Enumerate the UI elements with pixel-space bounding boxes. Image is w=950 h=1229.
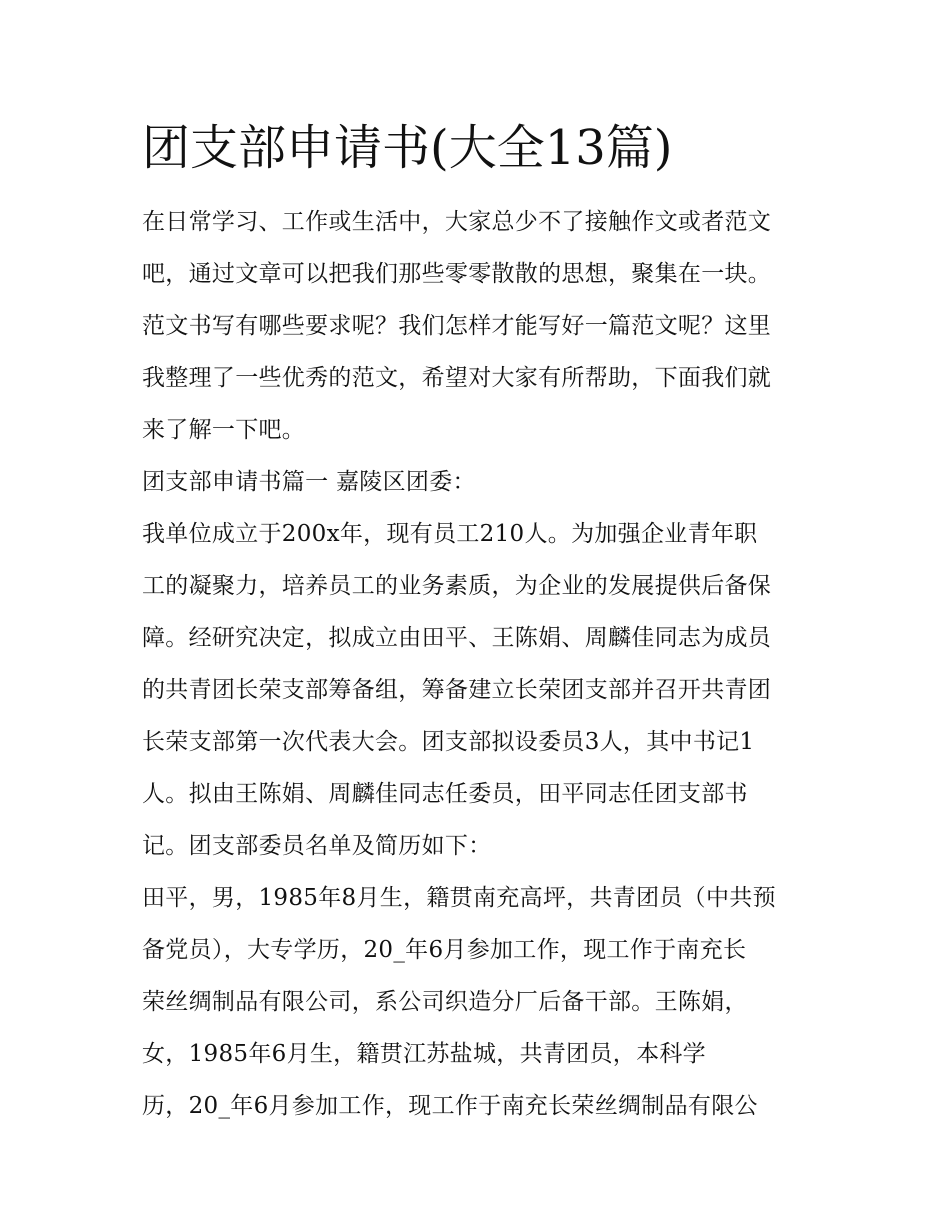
body-line: 我整理了一些优秀的范文，希望对大家有所帮助，下面我们就 — [142, 365, 772, 391]
body-line: 我单位成立于200x年，现有员工210人。为加强企业青年职 — [142, 521, 758, 547]
body-line: 长荣支部第一次代表大会。团支部拟设委员3人，其中书记1 — [142, 729, 755, 755]
body-line: 吧，通过文章可以把我们那些零零散散的思想，聚集在一块。 — [142, 261, 772, 287]
body-line: 工的凝聚力，培养员工的业务素质，为企业的发展提供后备保 — [142, 573, 772, 599]
body-line: 范文书写有哪些要求呢？我们怎样才能写好一篇范文呢？这里 — [142, 313, 772, 339]
body-line: 备党员），大专学历，20_年6月参加工作，现工作于南充长 — [142, 937, 747, 963]
section-heading-line: 团支部申请书篇一 嘉陵区团委： — [142, 469, 476, 495]
body-line: 人。拟由王陈娟、周麟佳同志任委员，田平同志任团支部书 — [142, 781, 748, 807]
body-line: 历，20_年6月参加工作，现工作于南充长荣丝绸制品有限公 — [142, 1093, 758, 1119]
body-line: 在日常学习、工作或生活中，大家总少不了接触作文或者范文 — [142, 209, 772, 235]
body-line: 障。经研究决定，拟成立由田平、王陈娟、周麟佳同志为成员 — [142, 625, 772, 651]
document-title: 团支部申请书(大全13篇) — [142, 120, 673, 176]
document-body — [142, 196, 822, 1132]
body-line: 女，1985年6月生，籍贯江苏盐城，共青团员，本科学 — [142, 1041, 706, 1067]
body-line: 来了解一下吧。 — [142, 417, 306, 443]
body-line: 荣丝绸制品有限公司，系公司织造分厂后备干部。王陈娟， — [142, 989, 748, 1015]
body-line: 的共青团长荣支部筹备组，筹备建立长荣团支部并召开共青团 — [142, 677, 772, 703]
body-line: 田平，男，1985年8月生，籍贯南充高坪，共青团员（中共预 — [142, 885, 776, 911]
body-line: 记。团支部委员名单及简历如下： — [142, 833, 492, 859]
